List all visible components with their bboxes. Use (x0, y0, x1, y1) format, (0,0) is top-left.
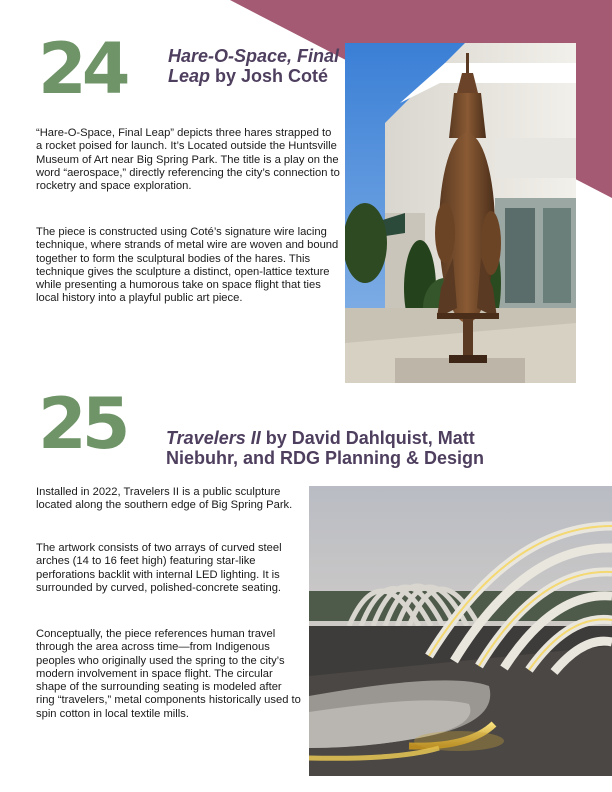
entry-title (168, 46, 340, 86)
entry-title-italic: Hare-O-Space, Final Leap (168, 46, 340, 86)
entry-number: 24 (38, 28, 126, 110)
entry-title-author: by David Dahlquist, Matt Niebuhr, and RDG Planning & Design (166, 428, 485, 468)
entry-title-italic: Travelers II (166, 428, 261, 448)
entry-number: 25 (38, 383, 126, 465)
entry-paragraph: “Hare-O-Space, Final Leap” depicts three hares strapped to a rocket poised for launch. It’s Located outside the Huntsville Museum of Art near Big Spring Park. The title is a play on the word “aerospace,” directly referencing the city’s connection to rocketry and space exploration. (36, 127, 340, 193)
entry-paragraph: Installed in 2022, Travelers II is a public sculpture located along the southern edge of Big Spring Park. (36, 486, 293, 512)
entry-paragraph: The piece is constructed using Coté’s signature wire lacing technique, where strands of metal wire are woven and bound together to form the sculptural bodies of the hares. This technique gives the sculpture a distinct, open-lattice texture while presenting a humorous take on space flight that ties local history into a playful public art piece. (36, 226, 339, 305)
photo-steel-arches-sculpture (309, 486, 612, 776)
entry-title-author: by Josh Coté (210, 66, 329, 86)
photo-hare-rocket-sculpture (345, 43, 576, 383)
entry-paragraph: The artwork consists of two arrays of curved steel arches (14 to 16 feet high) featuring star-like perforations backlit with internal LED lighting. It is surrounded by curved, polished-concrete seating. (36, 542, 282, 594)
entry-title (166, 428, 506, 468)
entry-paragraph: Conceptually, the piece references human travel through the area across time—from Indigenous peoples who originally used the spring to the city’s modern involvement in space flight. The circular shape of the surrounding seating is modeled after ring “travelers,” metal components historically used to spin cotton in local textile mills. (36, 628, 301, 720)
